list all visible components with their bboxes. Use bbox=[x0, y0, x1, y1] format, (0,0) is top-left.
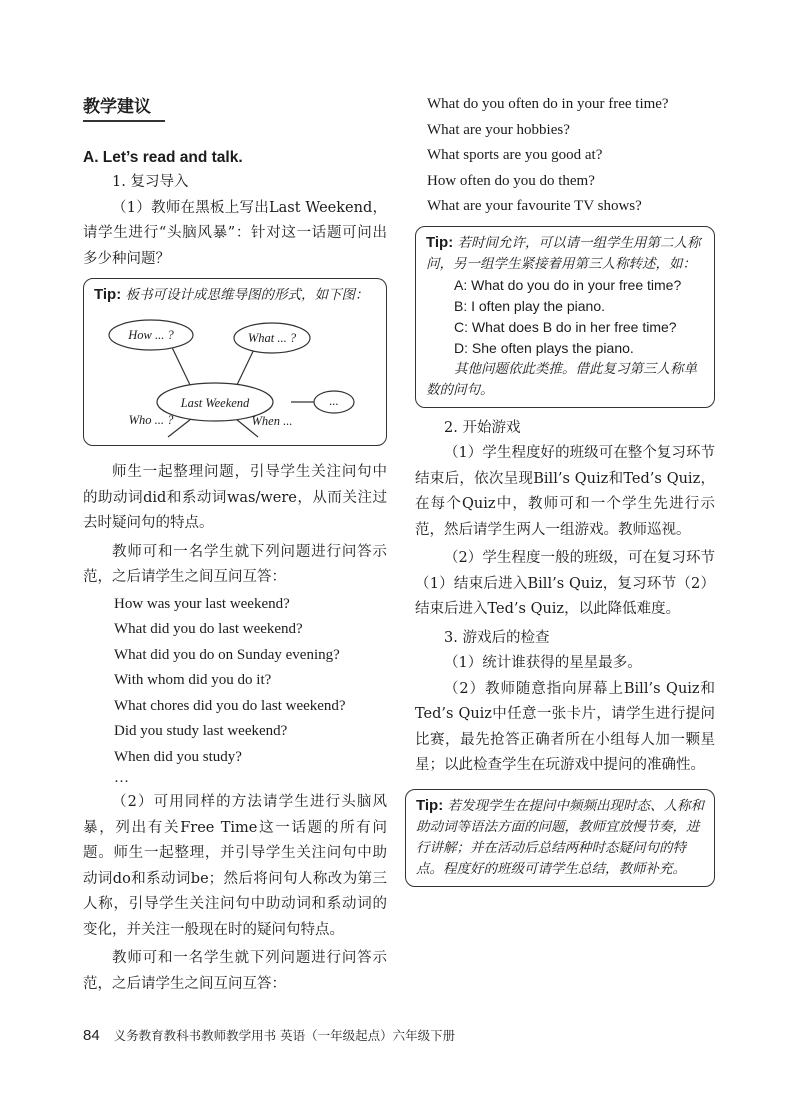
question-item: With whom did you do it? bbox=[114, 672, 272, 688]
tip-closing-text: 其他问题依此类推。借此复习第三人称单数的问句。 bbox=[426, 360, 697, 398]
page-number: 84 bbox=[83, 1027, 100, 1044]
question-item: What did you do last weekend? bbox=[114, 621, 303, 637]
question-item: What did you do on Sunday evening? bbox=[114, 646, 340, 663]
question-list-present bbox=[415, 92, 715, 220]
tip-text: 若发现学生在提问中频频出现时态、人称和助动词等语法方面的问题，教师宜放慢节奏，进行讲解；并在活动后总结两种时态疑问句的特点。程度好的班级可请学生总结，教师补充。 bbox=[416, 797, 705, 877]
question-item: What chores did you do last weekend? bbox=[114, 697, 346, 714]
question-item: Did you study last weekend? bbox=[114, 723, 288, 739]
step1-title: 1. 复习导入 bbox=[112, 174, 189, 190]
dialog-line: C: What does B do in her free time? bbox=[454, 318, 677, 335]
mindmap-label-how: How ... ? bbox=[128, 328, 174, 342]
question-item: What are your favourite TV shows? bbox=[427, 198, 642, 214]
section-a-title: A. Let’s read and talk. bbox=[83, 149, 243, 166]
left-column bbox=[83, 92, 387, 997]
tip-box-grammar bbox=[405, 789, 715, 887]
mind-map-diagram-lower bbox=[96, 410, 386, 450]
question-item: What sports are you good at? bbox=[427, 147, 603, 163]
tip-box-dialog bbox=[415, 226, 715, 408]
step2-paragraph1: （1）学生程度好的班级可在整个复习环节结束后，依次呈现Bill’s Quiz和Ted’s Quiz，在每个Quiz中，教师可和一个学生先进行示范，然后请学生两人一组游戏。教师巡视。 bbox=[415, 445, 715, 538]
mindmap-label-more: ... bbox=[329, 394, 339, 408]
step2-paragraph2: （2）学生程度一般的班级，可在复习环节（1）结束后进入Bill’s Quiz，复习环节（2）结束后进入Ted’s Quiz，以此降低难度。 bbox=[415, 550, 715, 617]
tip-box-mindmap bbox=[83, 278, 387, 446]
organize-paragraph: 师生一起整理问题，引导学生关注问句中的助动词did和系动词was/were，从而关注过去时疑问句的特点。 bbox=[83, 464, 387, 531]
dialog-line: D: She often plays the piano. bbox=[454, 339, 634, 356]
right-column bbox=[415, 92, 715, 887]
question-item: What are your hobbies? bbox=[427, 121, 570, 138]
step3-title: 3. 游戏后的检查 bbox=[444, 629, 550, 646]
tip-text: 板书可设计成思维导图的形式，如下图： bbox=[125, 287, 369, 303]
demo-paragraph-1: 教师可和一名学生就下列问题进行问答示范，之后请学生之间互问互答： bbox=[83, 543, 387, 585]
question-list-past bbox=[83, 592, 387, 787]
question-item: How often do you do them? bbox=[427, 172, 595, 189]
page-footer bbox=[83, 1026, 723, 1044]
mindmap-label-center: Last Weekend bbox=[180, 396, 250, 410]
question-item: What do you often do in your free time? bbox=[427, 96, 669, 112]
tip-label: Tip: bbox=[416, 796, 444, 814]
dialog-line: B: I often play the piano. bbox=[454, 297, 605, 314]
dialog-line: A: What do you do in your free time? bbox=[454, 276, 682, 293]
step2-title: 2. 开始游戏 bbox=[444, 419, 521, 436]
step1-paragraph2: （2）可用同样的方法请学生进行头脑风暴，列出有关Free Time这一话题的所有问题。师生一起整理，并引导学生关注问句中助动词do和系动词be；然后将问句人称改为第三人称，引导学生关注问句中助动词和系动词的变化，并关注一般现在时的疑问句特点。 bbox=[83, 794, 387, 938]
book-title: 义务教育教科书教师教学用书 英语（一年级起点）六年级下册 bbox=[113, 1028, 456, 1043]
step3-paragraph1: （1）统计谁获得的星星最多。 bbox=[444, 655, 642, 671]
question-item-ellipsis: … bbox=[114, 770, 129, 786]
mindmap-label-who: Who ... ? bbox=[128, 413, 174, 427]
tip-label: Tip: bbox=[94, 286, 122, 303]
section-heading: 教学建议 bbox=[83, 97, 151, 117]
demo-paragraph-2: 教师可和一名学生就下列问题进行问答示范，之后请学生之间互问互答： bbox=[83, 950, 387, 992]
step1-paragraph1: （1）教师在黑板上写出Last Weekend，请学生进行“头脑风暴”：针对这一话题可问出多少种问题？ bbox=[83, 199, 387, 267]
tip-text: 若时间允许，可以请一组学生用第二人称问，另一组学生紧接着用第三人称转述，如： bbox=[426, 234, 701, 272]
tip-label: Tip: bbox=[426, 233, 454, 251]
heading-underline bbox=[83, 120, 165, 122]
mindmap-label-when: When ... bbox=[251, 414, 293, 428]
mindmap-label-what: What ... ? bbox=[247, 331, 297, 345]
question-item: How was your last weekend? bbox=[114, 595, 290, 612]
step3-paragraph2: （2）教师随意指向屏幕上Bill’s Quiz和Ted’s Quiz中任意一张卡片，请学生进行提问比赛，最先抢答正确者所在小组每人加一颗星星；以此检查学生在玩游戏中提问的准确性。 bbox=[415, 680, 715, 773]
question-item: When did you study? bbox=[114, 748, 242, 765]
